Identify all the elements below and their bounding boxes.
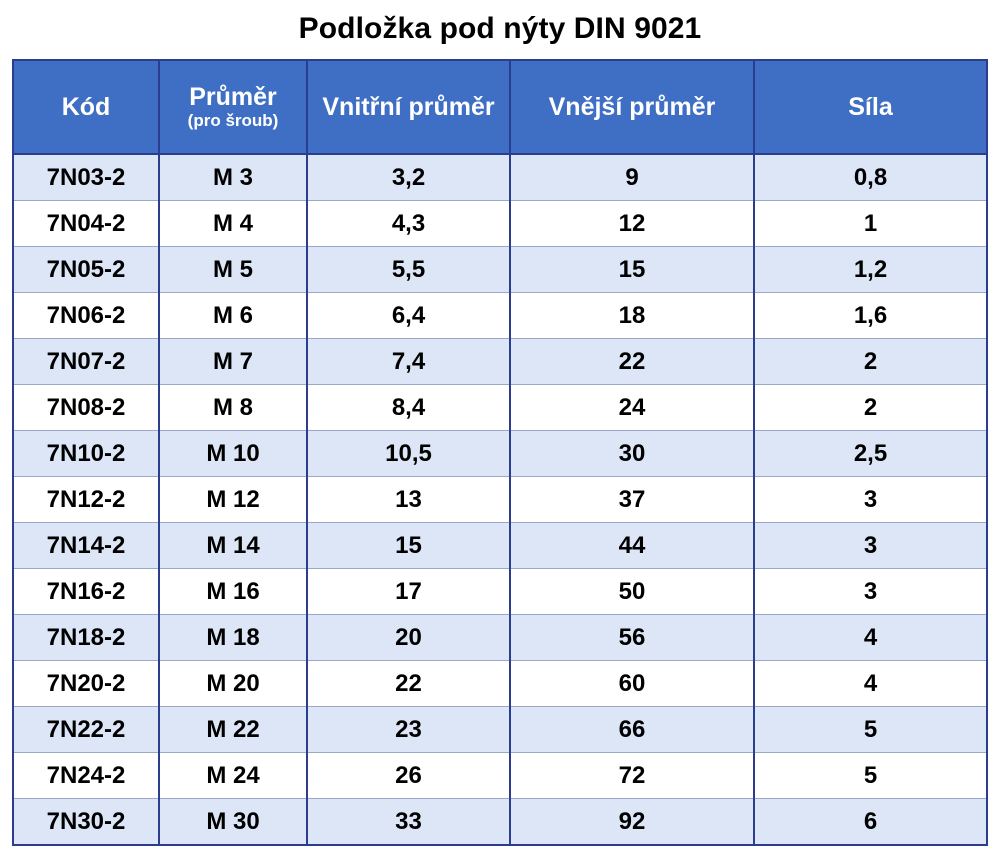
table-cell: M 10	[159, 431, 307, 477]
table-row	[13, 339, 987, 385]
table-cell: 30	[510, 431, 754, 477]
column-header-diameter-label: Průměr	[189, 82, 277, 111]
table-cell: 33	[307, 799, 510, 846]
table-cell: 10,5	[307, 431, 510, 477]
table-cell: 7N20-2	[13, 661, 159, 707]
column-header-outer-diameter	[510, 60, 754, 154]
table-row	[13, 385, 987, 431]
table-cell: 1,2	[754, 247, 987, 293]
table-cell: 5,5	[307, 247, 510, 293]
table-row	[13, 615, 987, 661]
table-cell: 2,5	[754, 431, 987, 477]
table-cell: M 18	[159, 615, 307, 661]
table-cell: 4,3	[307, 201, 510, 247]
table-cell: M 6	[159, 293, 307, 339]
table-cell: M 5	[159, 247, 307, 293]
table-cell: 22	[307, 661, 510, 707]
table-cell: 7N07-2	[13, 339, 159, 385]
table-cell: 15	[510, 247, 754, 293]
table-cell: 3,2	[307, 154, 510, 201]
table-cell: M 12	[159, 477, 307, 523]
table-cell: 4	[754, 661, 987, 707]
table-cell: 7N16-2	[13, 569, 159, 615]
column-header-code-label: Kód	[61, 92, 111, 121]
table-cell: M 7	[159, 339, 307, 385]
table-cell: 7N14-2	[13, 523, 159, 569]
table-cell: 37	[510, 477, 754, 523]
table-cell: 26	[307, 753, 510, 799]
table-body	[13, 154, 987, 845]
table-cell: 9	[510, 154, 754, 201]
table-cell: 18	[510, 293, 754, 339]
table-row	[13, 523, 987, 569]
table-cell: M 3	[159, 154, 307, 201]
table-cell: 7N03-2	[13, 154, 159, 201]
page-title: Podložka pod nýty DIN 9021	[298, 12, 702, 45]
table-cell: 13	[307, 477, 510, 523]
column-header-thickness	[754, 60, 987, 154]
table-cell: 56	[510, 615, 754, 661]
table-cell: 92	[510, 799, 754, 846]
table-row	[13, 707, 987, 753]
table-cell: 7N06-2	[13, 293, 159, 339]
table-cell: 3	[754, 569, 987, 615]
table-cell: 7N12-2	[13, 477, 159, 523]
table-cell: 44	[510, 523, 754, 569]
table-cell: 22	[510, 339, 754, 385]
table-cell: 7N24-2	[13, 753, 159, 799]
table-row	[13, 293, 987, 339]
table-cell: M 30	[159, 799, 307, 846]
table-cell: 4	[754, 615, 987, 661]
table-cell: 3	[754, 477, 987, 523]
table-cell: 7N30-2	[13, 799, 159, 846]
header-row	[13, 60, 987, 154]
table-cell: 5	[754, 707, 987, 753]
table-cell: 3	[754, 523, 987, 569]
table-row	[13, 201, 987, 247]
table-cell: 24	[510, 385, 754, 431]
table-cell: 5	[754, 753, 987, 799]
table-cell: 6,4	[307, 293, 510, 339]
table-cell: 7N22-2	[13, 707, 159, 753]
column-header-outer-diameter-label: Vnější průměr	[548, 92, 716, 121]
table-cell: 7,4	[307, 339, 510, 385]
table-cell: 15	[307, 523, 510, 569]
table-header	[13, 60, 987, 154]
table-cell: 72	[510, 753, 754, 799]
table-cell: 1,6	[754, 293, 987, 339]
table-cell: 7N05-2	[13, 247, 159, 293]
table-cell: 2	[754, 385, 987, 431]
column-header-inner-diameter-label: Vnitřní průměr	[322, 92, 495, 121]
table-cell: 1	[754, 201, 987, 247]
table-cell: 6	[754, 799, 987, 846]
table-cell: M 16	[159, 569, 307, 615]
table-cell: 2	[754, 339, 987, 385]
column-header-diameter	[159, 60, 307, 154]
table-row	[13, 431, 987, 477]
table-row	[13, 154, 987, 201]
table-cell: 7N18-2	[13, 615, 159, 661]
column-header-inner-diameter	[307, 60, 510, 154]
table-row	[13, 477, 987, 523]
table-row	[13, 569, 987, 615]
table-cell: M 20	[159, 661, 307, 707]
table-cell: 12	[510, 201, 754, 247]
table-cell: 8,4	[307, 385, 510, 431]
specification-table	[12, 59, 988, 846]
table-cell: 66	[510, 707, 754, 753]
column-header-thickness-label: Síla	[848, 92, 893, 121]
table-cell: 17	[307, 569, 510, 615]
table-cell: 0,8	[754, 154, 987, 201]
table-cell: 7N08-2	[13, 385, 159, 431]
table-cell: 50	[510, 569, 754, 615]
table-cell: 7N04-2	[13, 201, 159, 247]
table-cell: M 14	[159, 523, 307, 569]
table-row	[13, 799, 987, 846]
table-cell: 60	[510, 661, 754, 707]
column-header-code	[13, 60, 159, 154]
table-cell: M 22	[159, 707, 307, 753]
table-cell: 23	[307, 707, 510, 753]
table-cell: M 4	[159, 201, 307, 247]
table-cell: M 24	[159, 753, 307, 799]
table-cell: M 8	[159, 385, 307, 431]
column-header-diameter-sublabel: (pro šroub)	[187, 110, 279, 130]
table-row	[13, 247, 987, 293]
table-cell: 20	[307, 615, 510, 661]
table-cell: 7N10-2	[13, 431, 159, 477]
table-row	[13, 661, 987, 707]
table-row	[13, 753, 987, 799]
